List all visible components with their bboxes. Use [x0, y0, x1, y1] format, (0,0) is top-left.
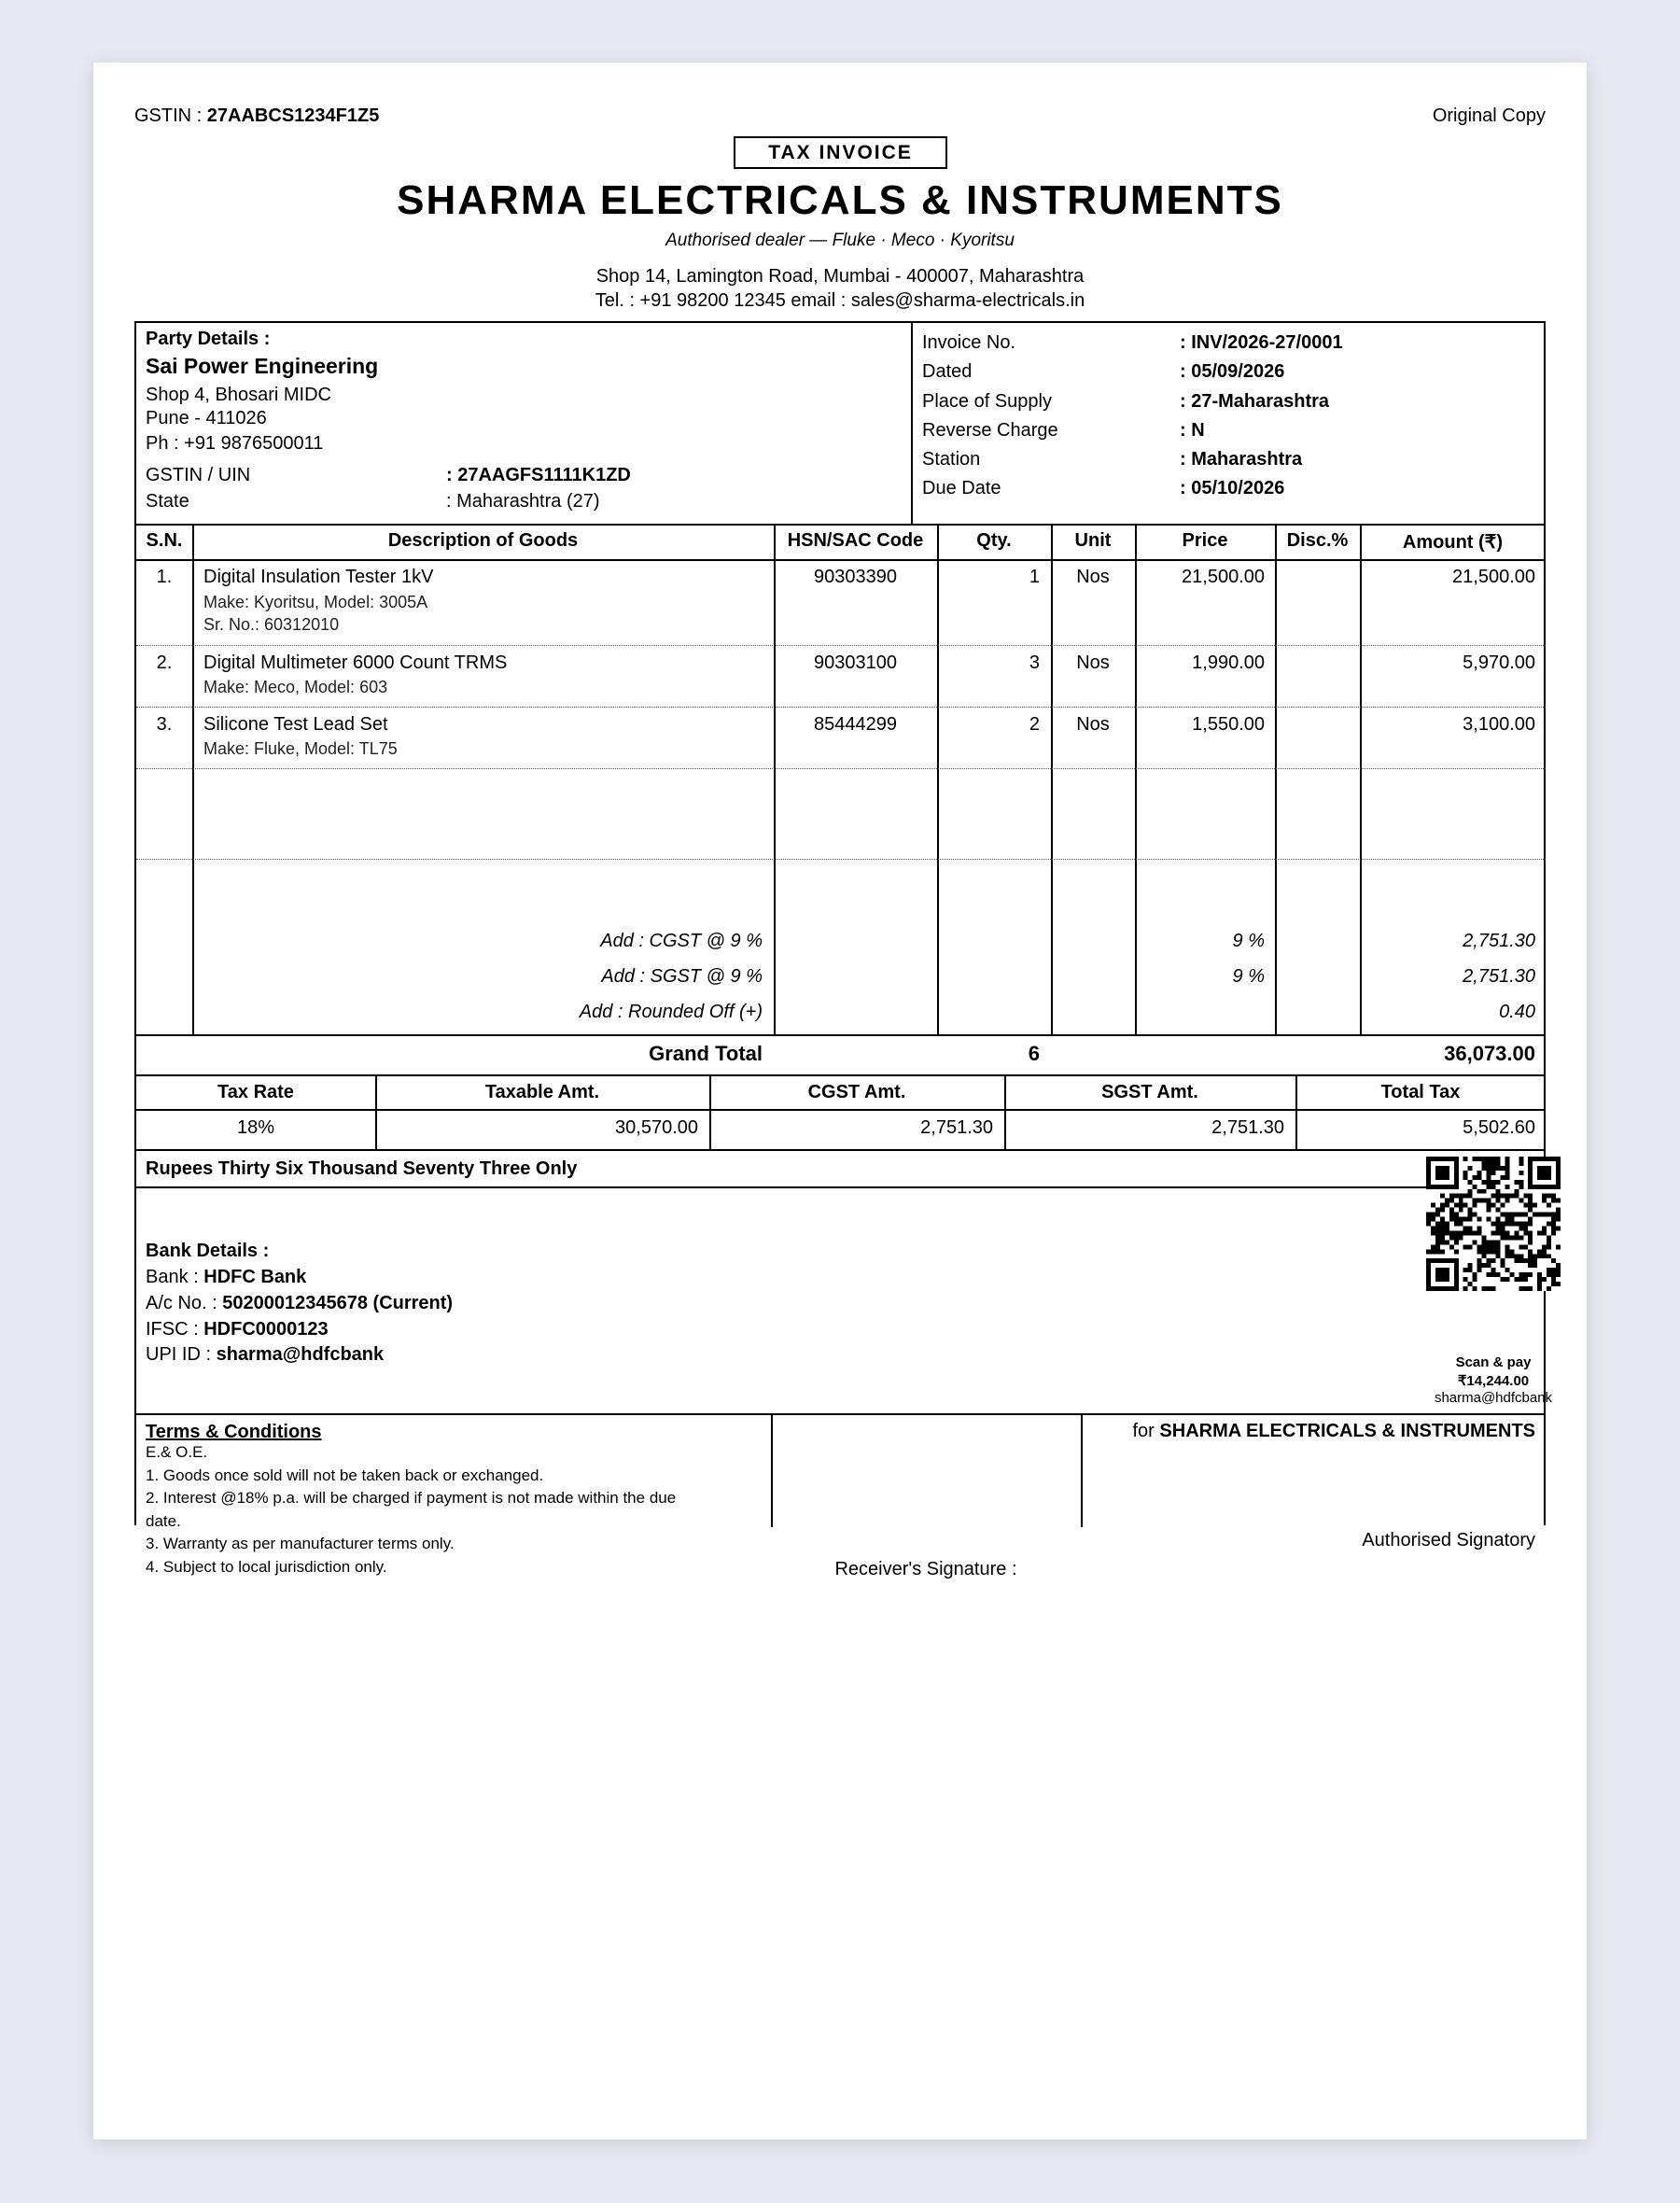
- tax-cgst-label: Add : CGST @ 9 %: [600, 931, 763, 951]
- company-address: Shop 14, Lamington Road, Mumbai - 400007, Maharashtra: [595, 266, 1085, 287]
- terms-line-1: 1. Goods once sold will not be taken back or exchanged.: [146, 1466, 544, 1484]
- bank-name-value: HDFC Bank: [203, 1267, 307, 1287]
- col-header-amount: Amount (₹): [1402, 532, 1504, 553]
- qr-upi: sharma@hdfcbank: [1434, 1390, 1553, 1406]
- meta-label-invoice-no: Invoice No.: [922, 332, 1016, 353]
- meta-value-dated: : 05/09/2026: [1180, 361, 1285, 382]
- meta-value-reverse-charge: : N: [1180, 420, 1205, 441]
- tax-summary-cgst: 2,751.30: [920, 1117, 993, 1138]
- for-company-name: SHARMA ELECTRICALS & INSTRUMENTS: [1159, 1421, 1535, 1441]
- tax-summary-header-total: Total Tax: [1380, 1082, 1461, 1102]
- qr-amount: ₹14,244.00: [1457, 1373, 1530, 1389]
- company-contact: Tel. : +91 98200 12345 email : sales@sharma-electricals.in: [595, 290, 1085, 311]
- party-state-label: State: [146, 491, 189, 512]
- company-tagline: Authorised dealer — Fluke · Meco · Kyoritsu: [665, 231, 1015, 250]
- terms-line-3: 3. Warranty as per manufacturer terms only.: [146, 1535, 455, 1552]
- meta-label-due-date: Due Date: [922, 478, 1001, 498]
- col-header-qty: Qty.: [976, 530, 1012, 551]
- party-state-value: : Maharashtra (27): [446, 491, 600, 512]
- seller-gstin: GSTIN : 27AABCS1234F1Z5: [134, 105, 380, 126]
- bank-ifsc-line: IFSC : HDFC0000123: [146, 1319, 329, 1340]
- row3-amount: 3,100.00: [1463, 714, 1535, 735]
- terms-line-2-cont: date.: [146, 1512, 181, 1530]
- party-address-line2: Pune - 411026: [146, 408, 267, 428]
- document-title: TAX INVOICE: [734, 136, 947, 169]
- company-address-block: [93, 264, 1587, 313]
- row2-description: Digital Multimeter 6000 Count TRMS: [203, 652, 508, 673]
- col-header-hsn: HSN/SAC Code: [787, 530, 924, 551]
- meta-value-station: : Maharashtra: [1180, 449, 1303, 470]
- terms-line-4: 4. Subject to local jurisdiction only.: [146, 1558, 387, 1576]
- bank-account-line: A/c No. : 50200012345678 (Current): [146, 1293, 454, 1313]
- party-name: Sai Power Engineering: [146, 354, 379, 378]
- bank-account-value: 50200012345678 (Current): [222, 1293, 454, 1313]
- seller-gstin-value: 27AABCS1234F1Z5: [206, 105, 380, 126]
- tax-cgst-rate: 9 %: [1232, 931, 1265, 951]
- rounded-off-amount: 0.40: [1499, 1002, 1535, 1022]
- row2-make-model: Make: Meco, Model: 603: [203, 678, 388, 696]
- bank-ifsc-value: HDFC0000123: [203, 1319, 329, 1340]
- row1-description: Digital Insulation Tester 1kV: [203, 567, 434, 587]
- row3-description: Silicone Test Lead Set: [203, 714, 388, 735]
- authorised-signatory-label: Authorised Signatory: [1362, 1530, 1535, 1551]
- party-heading: Party Details :: [146, 329, 271, 349]
- tax-sgst-label: Add : SGST @ 9 %: [601, 966, 763, 987]
- payment-qr-code: [1426, 1157, 1561, 1291]
- row2-hsn: 90303100: [814, 652, 897, 673]
- meta-value-due-date: : 05/10/2026: [1180, 478, 1285, 498]
- row1-serial-no: Sr. No.: 60312010: [203, 615, 340, 634]
- meta-label-dated: Dated: [922, 361, 973, 382]
- row3-hsn: 85444299: [814, 714, 897, 735]
- company-name: SHARMA ELECTRICALS & INSTRUMENTS: [397, 177, 1283, 223]
- row1-amount: 21,500.00: [1452, 567, 1535, 587]
- for-company-line: for SHARMA ELECTRICALS & INSTRUMENTS: [1132, 1421, 1535, 1441]
- tax-sgst-rate: 9 %: [1232, 966, 1265, 987]
- bank-upi-line: UPI ID : sharma@hdfcbank: [146, 1344, 385, 1365]
- row1-price: 21,500.00: [1182, 567, 1265, 587]
- invoice-frame: [134, 321, 1553, 1579]
- tax-summary-total: 5,502.60: [1463, 1117, 1535, 1138]
- copy-label: Original Copy: [1432, 105, 1546, 126]
- row2-qty: 3: [1029, 652, 1040, 673]
- row3-sn: 3.: [156, 714, 173, 735]
- party-gstin-value: : 27AAGFS1111K1ZD: [446, 465, 631, 485]
- tax-summary-rate: 18%: [236, 1117, 275, 1138]
- tax-summary-sgst: 2,751.30: [1211, 1117, 1284, 1138]
- col-header-sn: S.N.: [146, 530, 183, 551]
- tax-summary-taxable: 30,570.00: [615, 1117, 698, 1138]
- row2-amount: 5,970.00: [1463, 652, 1535, 673]
- invoice-page: [93, 63, 1587, 2140]
- col-header-unit: Unit: [1074, 530, 1112, 551]
- row2-price: 1,990.00: [1192, 652, 1265, 673]
- party-gstin-label: GSTIN / UIN: [146, 465, 251, 485]
- tax-sgst-amount: 2,751.30: [1463, 966, 1535, 987]
- meta-value-invoice-no: : INV/2026-27/0001: [1180, 332, 1343, 353]
- row1-sn: 1.: [156, 567, 173, 587]
- row1-unit: Nos: [1076, 567, 1110, 587]
- receiver-signature-label: Receiver's Signature :: [834, 1559, 1017, 1579]
- meta-label-station: Station: [922, 449, 981, 470]
- col-header-disc: Disc.%: [1286, 530, 1349, 551]
- qr-caption: Scan & pay: [1455, 1354, 1532, 1370]
- party-phone: Ph : +91 9876500011: [146, 433, 324, 454]
- row1-hsn: 90303390: [814, 567, 897, 587]
- col-header-price: Price: [1182, 530, 1228, 551]
- tax-summary-header-rate: Tax Rate: [217, 1082, 294, 1102]
- row3-qty: 2: [1029, 714, 1040, 735]
- row3-price: 1,550.00: [1192, 714, 1265, 735]
- tax-cgst-amount: 2,751.30: [1463, 931, 1535, 951]
- row1-qty: 1: [1029, 567, 1040, 587]
- bank-name-line: Bank : HDFC Bank: [146, 1267, 307, 1287]
- bank-heading: Bank Details :: [146, 1241, 270, 1261]
- terms-line-eoe: E.& O.E.: [146, 1443, 208, 1461]
- party-address-line1: Shop 4, Bhosari MIDC: [146, 385, 331, 405]
- amount-in-words: Rupees Thirty Six Thousand Seventy Three Only: [146, 1158, 578, 1179]
- bank-upi-value: sharma@hdfcbank: [216, 1344, 385, 1365]
- row1-make-model: Make: Kyoritsu, Model: 3005A: [203, 593, 428, 611]
- tax-summary-header-sgst: SGST Amt.: [1101, 1082, 1198, 1102]
- grand-total-amount: 36,073.00: [1444, 1042, 1535, 1065]
- grand-total-label: Grand Total: [649, 1042, 763, 1065]
- col-header-description: Description of Goods: [387, 530, 579, 551]
- terms-heading: Terms & Conditions: [146, 1422, 322, 1442]
- terms-line-2: 2. Interest @18% p.a. will be charged if payment is not made within the due: [146, 1489, 677, 1507]
- row3-unit: Nos: [1076, 714, 1110, 735]
- grand-total-qty: 6: [1028, 1042, 1040, 1065]
- row3-make-model: Make: Fluke, Model: TL75: [203, 739, 398, 758]
- tax-summary-header-taxable: Taxable Amt.: [484, 1082, 600, 1102]
- meta-label-reverse-charge: Reverse Charge: [922, 420, 1058, 441]
- tax-summary-header-cgst: CGST Amt.: [807, 1082, 906, 1102]
- meta-value-place-of-supply: : 27-Maharashtra: [1180, 391, 1330, 412]
- row2-unit: Nos: [1076, 652, 1110, 673]
- rounded-off-label: Add : Rounded Off (+): [579, 1002, 763, 1022]
- row2-sn: 2.: [156, 652, 173, 673]
- meta-label-place-of-supply: Place of Supply: [922, 391, 1052, 412]
